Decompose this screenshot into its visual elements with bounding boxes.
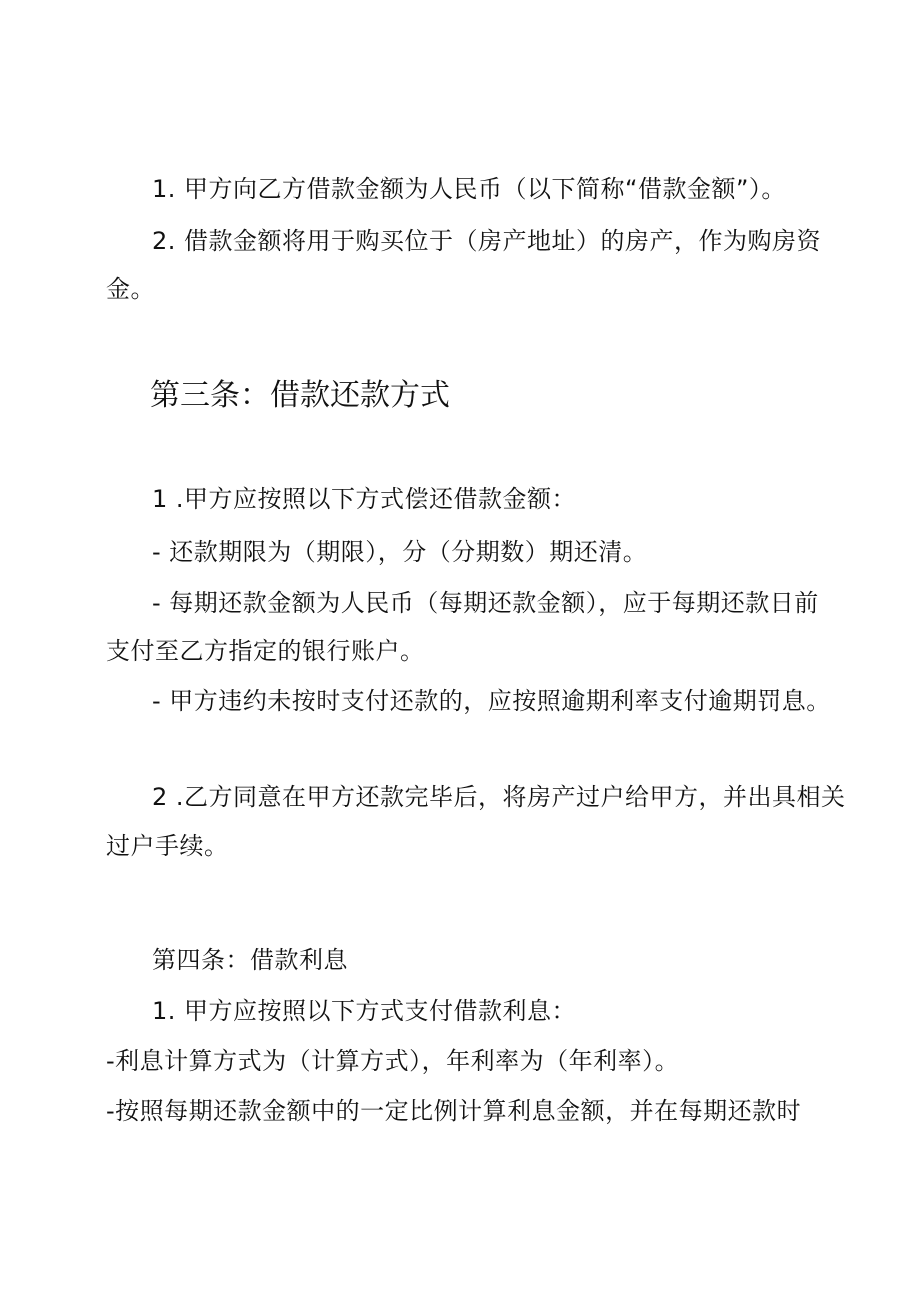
section2-item1: 1. 甲方向乙方借款金额为人民币（以下简称“借款金额”）。 (152, 175, 786, 203)
section3-bullet2-line2: 支付至乙方指定的银行账户。 (106, 637, 425, 665)
section3-bullet3: - 甲方违约未按时支付还款的，应按照逾期利率支付逾期罚息。 (152, 687, 831, 715)
section4-bullet2: -按照每期还款金额中的一定比例计算利息金额，并在每期还款时 (106, 1097, 802, 1125)
section3-item2-line1: 2 .乙方同意在甲方还款完毕后，将房产过户给甲方，并出具相关 (152, 783, 846, 811)
section4-heading: 第四条：借款利息 (152, 946, 348, 974)
section4-bullet1: -利息计算方式为（计算方式），年利率为（年利率）。 (106, 1047, 680, 1075)
section4-item1: 1. 甲方应按照以下方式支付借款利息： (152, 997, 577, 1025)
section3-item1: 1 .甲方应按照以下方式偿还借款金额： (152, 485, 577, 513)
section2-item2-line1: 2. 借款金额将用于购买位于（房产地址）的房产，作为购房资 (152, 227, 822, 255)
section3-item2-line2: 过户手续。 (106, 832, 229, 860)
section3-heading: 第三条：借款还款方式 (150, 378, 450, 413)
section3-bullet1: - 还款期限为（期限），分（分期数）期还清。 (152, 538, 648, 566)
section3-bullet2-line1: - 每期还款金额为人民币（每期还款金额），应于每期还款日前 (152, 589, 819, 617)
section2-item2-line2: 金。 (106, 275, 155, 303)
